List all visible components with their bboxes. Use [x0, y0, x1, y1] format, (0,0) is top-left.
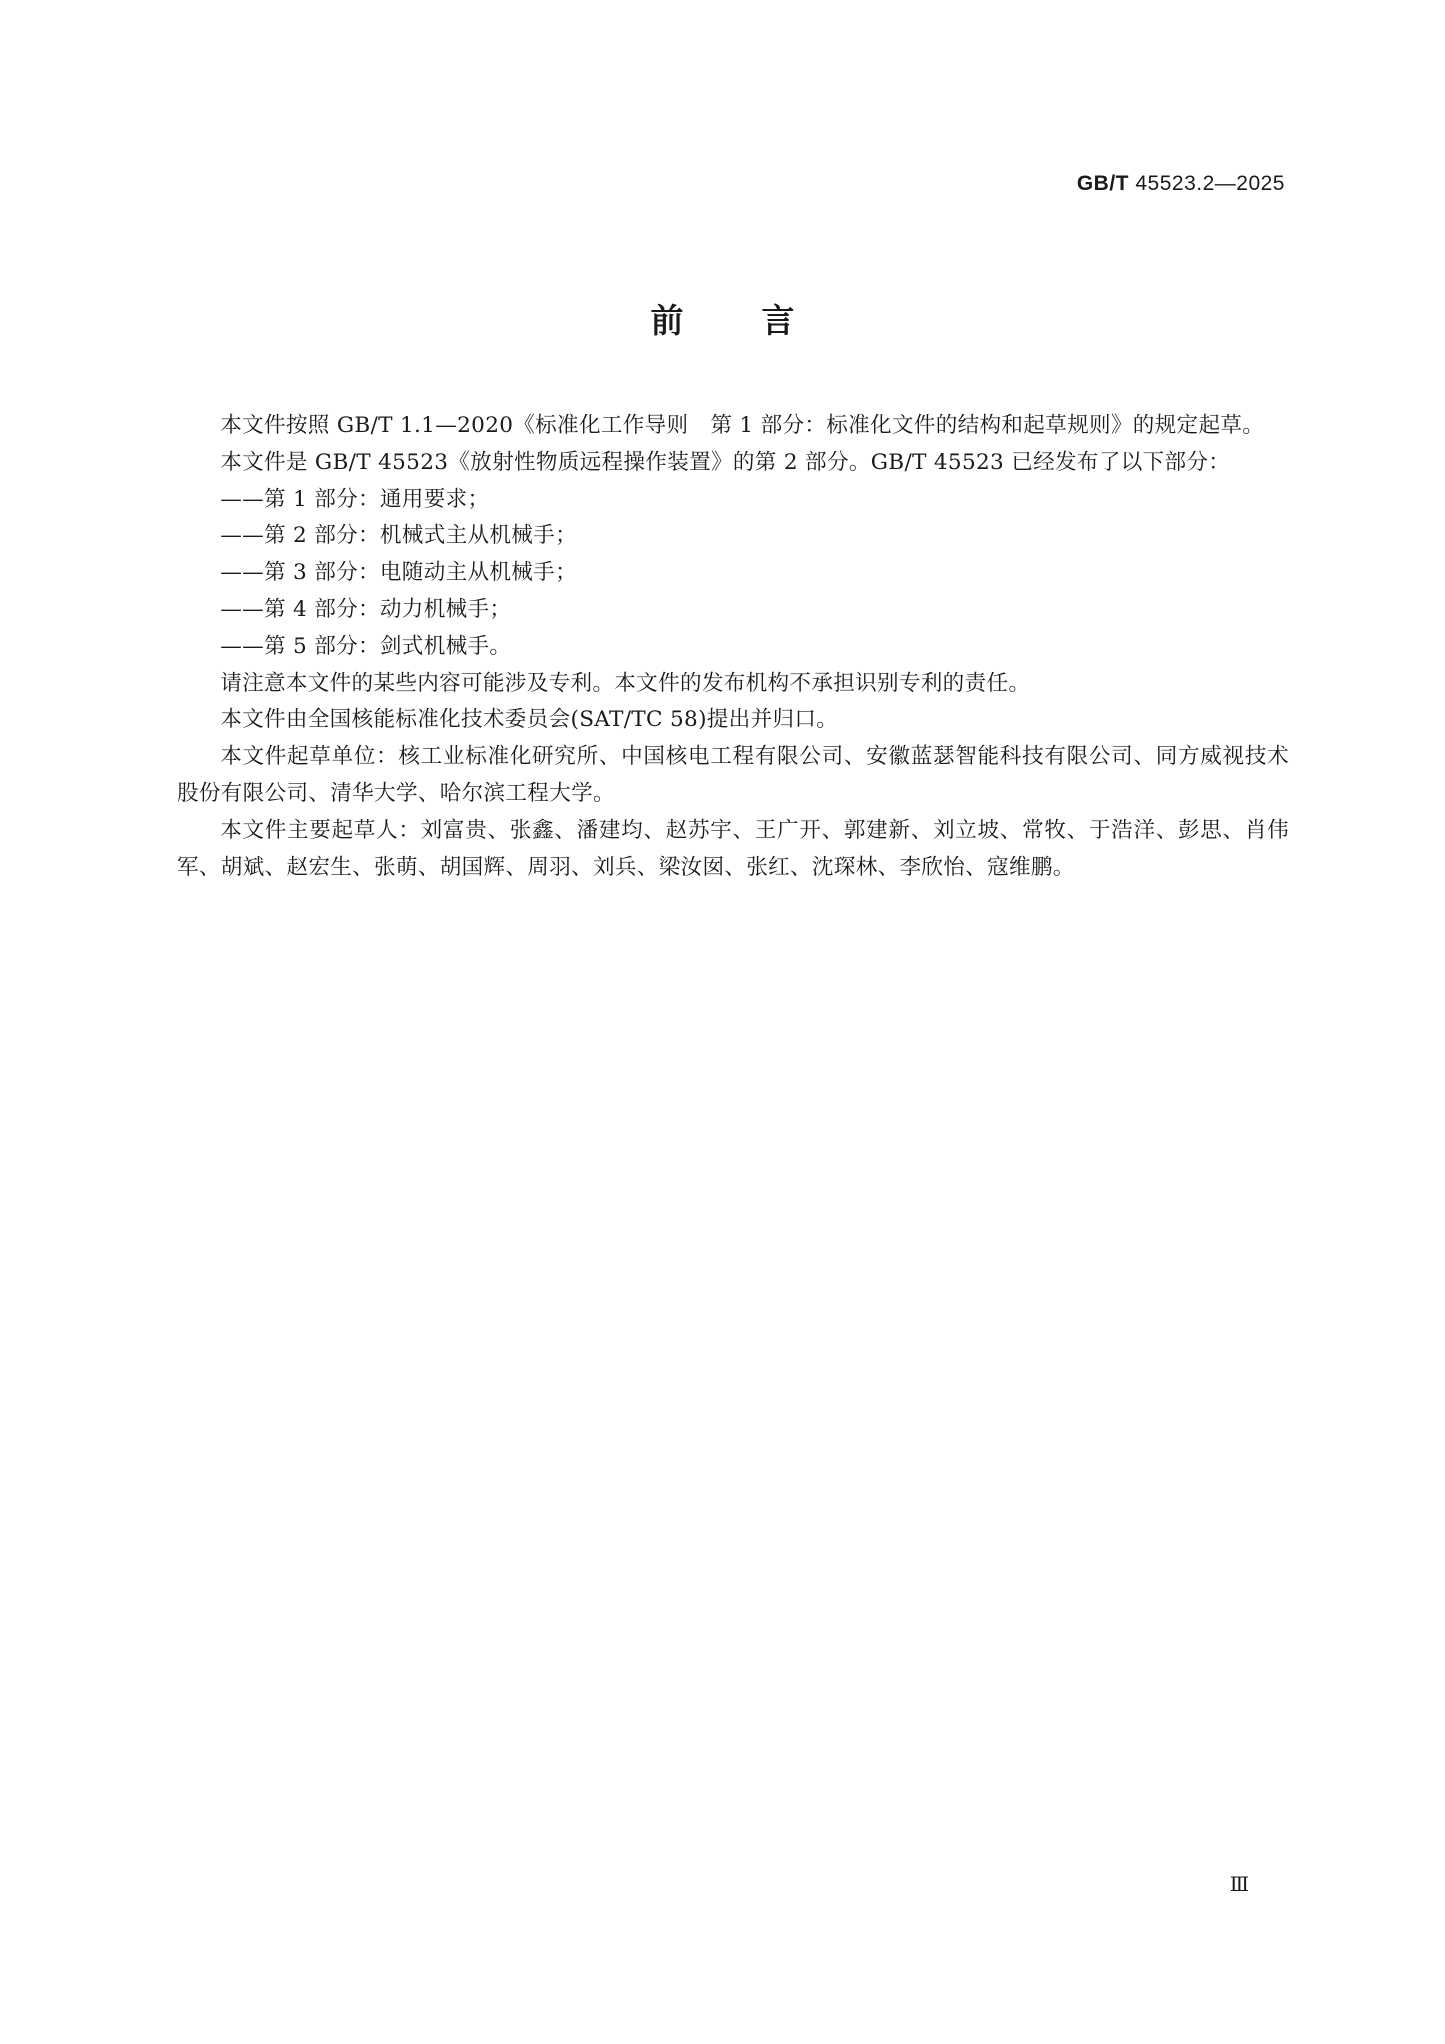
standard-code: 45523.2—2025	[1135, 172, 1285, 195]
list-item-part-4: ——第 4 部分：动力机械手；	[220, 596, 512, 622]
list-item-part-1: ——第 1 部分：通用要求；	[220, 486, 490, 512]
foreword-body	[177, 408, 1289, 886]
list-item-part-5: ——第 5 部分：剑式机械手。	[220, 633, 512, 659]
standard-number	[1077, 172, 1285, 196]
standard-prefix: GB/T	[1076, 172, 1130, 195]
list-item-part-3: ——第 3 部分：电随动主从机械手；	[220, 560, 577, 586]
paragraph-series-intro: 本文件是 GB/T 45523《放射性物质远程操作装置》的第 2 部分。GB/T 45523 已经发布了以下部分：	[220, 449, 1231, 475]
paragraph-patent-notice: 请注意本文件的某些内容可能涉及专利。本文件的发布机构不承担识别专利的责任。	[220, 670, 1031, 696]
list-item-part-2: ——第 2 部分：机械式主从机械手；	[220, 523, 577, 549]
paragraph-drafting-units: 本文件起草单位：核工业标准化研究所、中国核电工程有限公司、安徽蓝瑟智能科技有限公司、同方威视技术股份有限公司、清华大学、哈尔滨工程大学。	[177, 744, 1289, 806]
page-number: Ⅲ	[1229, 1874, 1249, 1896]
paragraph-drafting-rules: 本文件按照 GB/T 1.1—2020《标准化工作导则 第 1 部分：标准化文件的结构和起草规则》的规定起草。	[220, 413, 1265, 438]
paragraph-drafters: 本文件主要起草人：刘富贵、张鑫、潘建均、赵苏宇、王广开、郭建新、刘立坡、常牧、于浩洋、彭思、肖伟军、胡斌、赵宏生、张萌、胡国辉、周羽、刘兵、梁汝囡、张红、沈琛林、李欣怡、寇维鹏。	[177, 817, 1289, 880]
page-title: 前言	[650, 301, 873, 340]
paragraph-committee: 本文件由全国核能标准化技术委员会(SAT/TC 58)提出并归口。	[220, 707, 839, 733]
